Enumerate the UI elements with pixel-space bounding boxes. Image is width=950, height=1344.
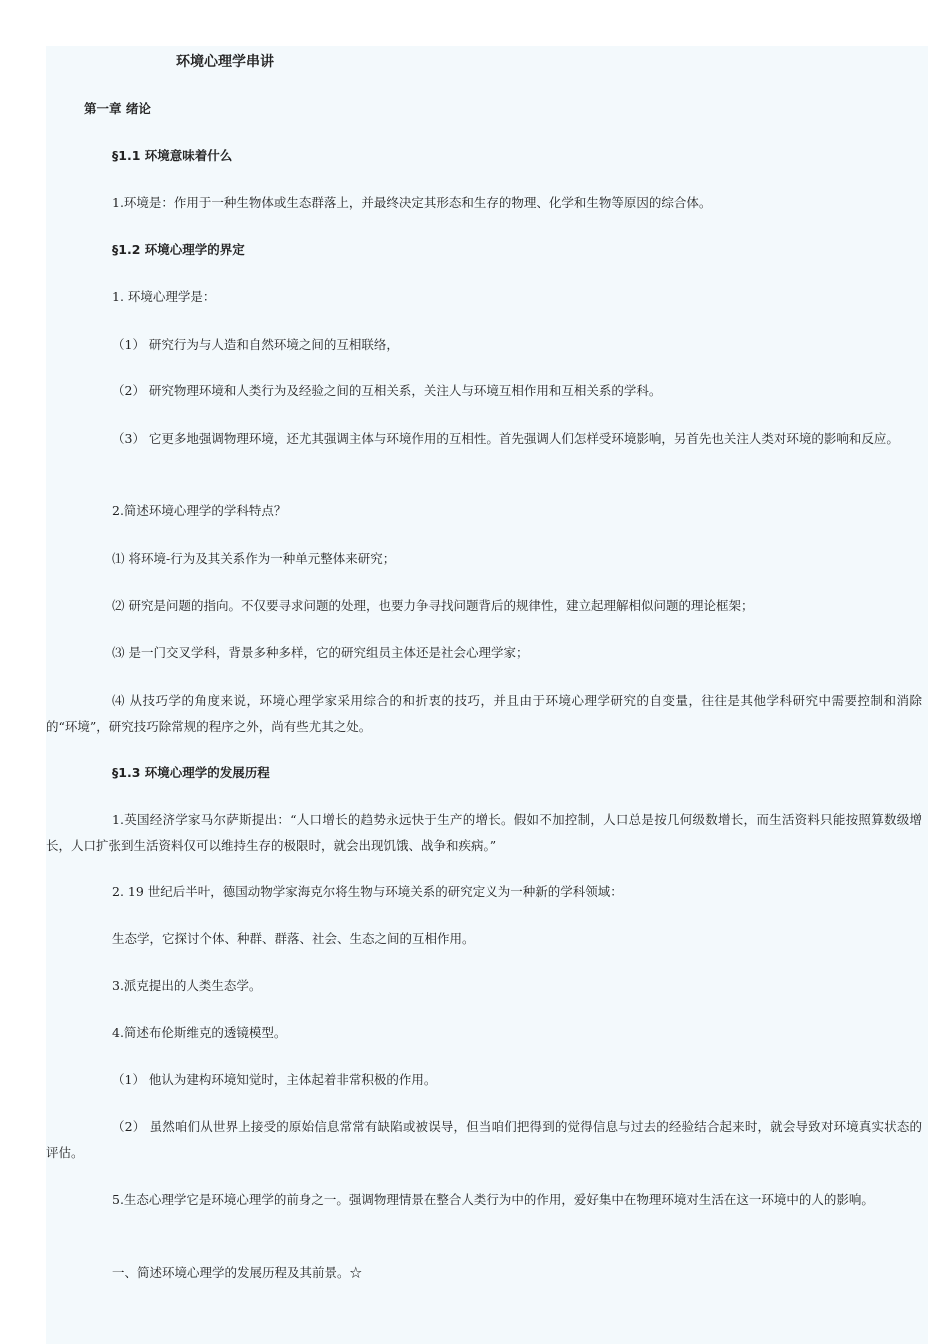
- paragraph-ecology: 生态学，它探讨个体、种群、群落、社会、生态之间的互相作用。: [112, 931, 475, 946]
- paragraph-feature-1: ⑴ 将环境-行为及其关系作为一种单元整体来研究；: [112, 551, 396, 566]
- chapter-heading: 第一章 绪论: [84, 101, 151, 116]
- paragraph-question-1: 1. 环境心理学是：: [112, 289, 216, 304]
- paragraph-lens-1: （1） 他认为建构环境知觉时，主体起着非常积极的作用。: [112, 1072, 437, 1087]
- paragraph-feature-2: ⑵ 研究是问题的指向。不仅要寻求问题的处理，也要力争寻找问题背后的规律性，建立起理解相似问题的理论框架；: [112, 598, 754, 613]
- paragraph-review-question: 一、简述环境心理学的发展历程及其前景。☆: [112, 1265, 363, 1280]
- paragraph-park: 3.派克提出的人类生态学。: [112, 978, 262, 993]
- paragraph-lens-2: （2） 虽然咱们从世界上接受的原始信息常常有缺陷或被误导，但当咱们把得到的觉得信息与过去的经验结合起来时，就会导致对环境真实状态的评估。: [46, 1119, 922, 1160]
- paragraph-answer-3: （3） 它更多地强调物理环境，还尤其强调主体与环境作用的互相性。首先强调人们怎样受环境影响，另首先也关注人类对环境的影响和反应。: [112, 431, 899, 446]
- paragraph-ecological-psychology: 5.生态心理学它是环境心理学的前身之一。强调物理情景在整合人类行为中的作用，爱好集中在物理环境对生活在这一环境中的人的影响。: [112, 1192, 874, 1207]
- paragraph-malthus: 1.英国经济学家马尔萨斯提出：“人口增长的趋势永远快于生产的增长。假如不加控制，人口总是按几何级数增长，而生活资料只能按照算数级增长，人口扩张到生活资料仅可以维持生存的极限时，就会出现饥饿、战争和疾病。”: [46, 812, 922, 853]
- paragraph-brunswik: 4.简述布伦斯维克的透镜模型。: [112, 1025, 287, 1040]
- section-heading-1-1: §1.1 环境意味着什么: [112, 148, 233, 163]
- paragraph-question-2: 2.简述环境心理学的学科特点？: [112, 503, 287, 518]
- paragraph-answer-2: （2） 研究物理环境和人类行为及经验之间的互相关系，关注人与环境互相作用和互相关系的学科。: [112, 383, 662, 398]
- paragraph-answer-1: （1） 研究行为与人造和自然环境之间的互相联络，: [112, 337, 399, 352]
- paragraph-feature-3: ⑶ 是一门交叉学科，背景多种多样，它的研究组员主体还是社会心理学家；: [112, 645, 529, 660]
- paragraph-haeckel: 2. 19 世纪后半叶，德国动物学家海克尔将生物与环境关系的研究定义为一种新的学科领域：: [112, 884, 623, 899]
- paragraph-environment-definition: 1.环境是：作用于一种生物体或生态群落上，并最终决定其形态和生存的物理、化学和生物等原因的综合体。: [112, 195, 712, 210]
- section-heading-1-2: §1.2 环境心理学的界定: [112, 242, 245, 257]
- paragraph-feature-4: ⑷ 从技巧学的角度来说，环境心理学家采用综合的和折衷的技巧，并且由于环境心理学研究的自变量，往往是其他学科研究中需要控制和消除的“环境”，研究技巧除常规的程序之外，尚有些尤其之处。: [46, 693, 922, 734]
- section-heading-1-3: §1.3 环境心理学的发展历程: [112, 765, 270, 780]
- document-title: 环境心理学串讲: [176, 54, 274, 70]
